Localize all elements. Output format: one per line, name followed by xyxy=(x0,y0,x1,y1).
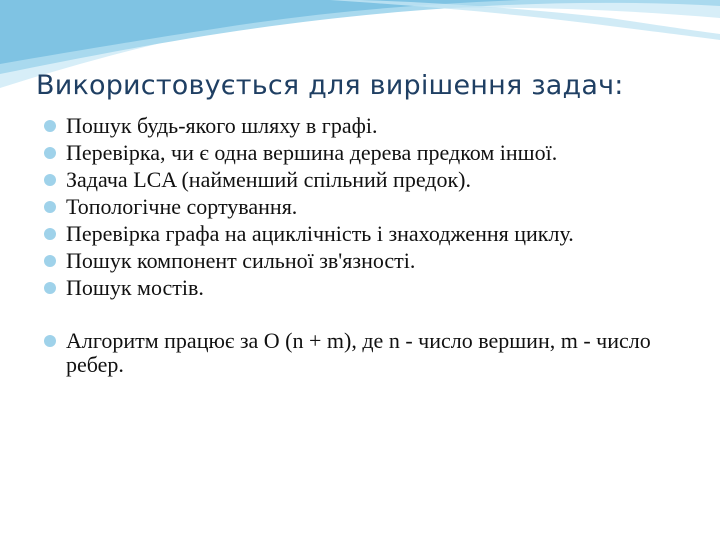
bullet-icon xyxy=(44,335,56,347)
list-item xyxy=(44,276,684,300)
bullet-text: Пошук будь-якого шляху в графі. xyxy=(66,113,378,138)
bullet-icon xyxy=(44,282,56,294)
bullet-text: Пошук мостів. xyxy=(66,275,204,300)
list-item xyxy=(44,222,684,246)
bullet-text: Перевірка графа на ациклічність і знаходження циклу. xyxy=(66,221,574,246)
list-item xyxy=(44,195,684,219)
bullet-icon xyxy=(44,201,56,213)
bullet-icon xyxy=(44,255,56,267)
bullet-text: Алгоритм працює за O (n + m), де n - число вершин, m - число ребер. xyxy=(66,328,651,377)
bullet-list xyxy=(44,114,684,380)
list-item xyxy=(44,168,684,192)
slide-title: Використовується для вирішення задач: xyxy=(36,70,624,101)
list-item xyxy=(44,141,684,165)
bullet-icon xyxy=(44,228,56,240)
bullet-icon xyxy=(44,147,56,159)
bullet-text: Перевірка, чи є одна вершина дерева предком іншої. xyxy=(66,140,558,165)
header-wave-decoration xyxy=(0,0,720,120)
bullet-icon xyxy=(44,174,56,186)
bullet-text: Топологічне сортування. xyxy=(66,194,298,219)
list-item xyxy=(44,249,684,273)
bullet-icon xyxy=(44,120,56,132)
bullet-text: Задача LCA (найменший спільний предок). xyxy=(66,167,472,192)
list-item xyxy=(44,329,684,377)
list-item xyxy=(44,114,684,138)
bullet-text: Пошук компонент сильної зв'язності. xyxy=(66,248,416,273)
